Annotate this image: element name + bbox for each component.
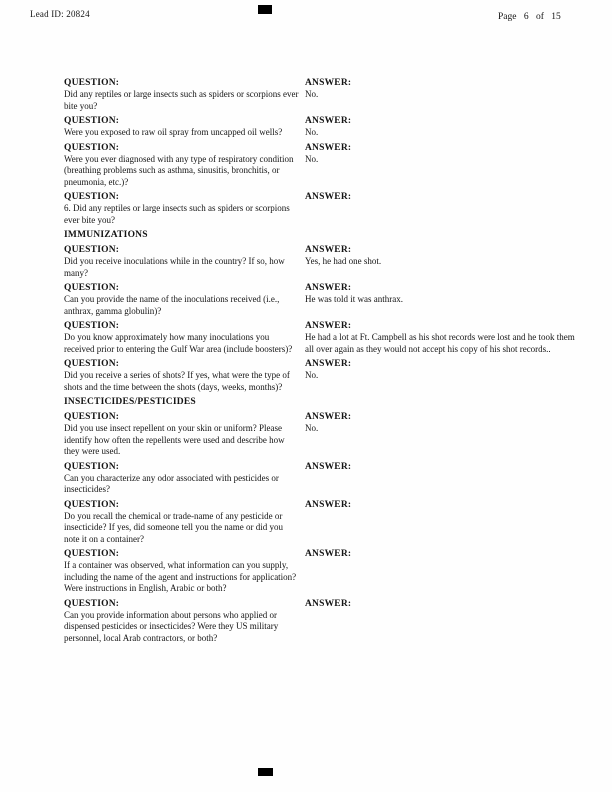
question-text: Can you characterize any odor associated with pesticides or insecticides? <box>64 472 279 494</box>
answer-label: ANSWER: <box>305 499 352 510</box>
qa-pair <box>64 499 585 546</box>
answer-text: No. <box>305 423 319 433</box>
qa-pair <box>64 598 585 645</box>
question-column <box>64 598 305 645</box>
question-column <box>64 77 305 112</box>
answer-label: ANSWER: <box>305 412 352 422</box>
section-header: INSECTICIDES/PESTICIDES <box>64 397 196 407</box>
question-column <box>64 411 305 458</box>
question-text: Can you provide the name of the inoculations received (i.e., anthrax, gamma globulin)? <box>64 294 280 316</box>
answer-text: Yes, he had one shot. <box>305 256 382 266</box>
question-text: Did any reptiles or large insects such as spiders or scorpions ever bite you? <box>64 89 299 111</box>
answer-text <box>305 610 585 611</box>
answer-text: No. <box>305 153 319 164</box>
answer-label: ANSWER: <box>305 549 352 559</box>
question-column <box>64 191 305 226</box>
answer-text: No. <box>305 370 319 380</box>
answer-column <box>305 142 585 189</box>
question-column <box>64 548 305 595</box>
section-header: IMMUNIZATIONS <box>64 230 148 240</box>
answer-column <box>305 115 585 139</box>
question-text: Were you exposed to raw oil spray from uncapped oil wells? <box>64 127 283 137</box>
question-label: QUESTION: <box>64 283 120 293</box>
question-text: Can you provide information about persons who applied or dispensed pesticides or insecticides? Were they US military personnel, local Arab contractors, or both? <box>64 609 279 643</box>
qa-pair <box>64 461 585 496</box>
question-label: QUESTION: <box>64 116 120 126</box>
answer-column <box>305 191 585 226</box>
answer-column <box>305 461 585 496</box>
question-text: 6. Did any reptiles or large insects such as spiders or scorpions ever bite you? <box>64 203 290 225</box>
question-label: QUESTION: <box>64 598 120 609</box>
answer-label: ANSWER: <box>305 321 352 331</box>
answer-label: ANSWER: <box>305 116 352 126</box>
question-column <box>64 244 305 279</box>
qa-pair <box>64 77 585 112</box>
qa-sections <box>64 77 585 647</box>
redaction-mark-top <box>258 5 272 14</box>
qa-pair <box>64 191 585 226</box>
answer-text: No. <box>305 127 319 137</box>
qa-pair <box>64 142 585 189</box>
answer-label: ANSWER: <box>305 598 352 609</box>
question-text: Were you ever diagnosed with any type of respiratory condition (breathing problems such as asthma, sinusitis, bronchitis, or pneumonia, etc.)? <box>64 153 294 187</box>
answer-text: He was told it was anthrax. <box>305 294 403 304</box>
answer-label: ANSWER: <box>305 461 352 472</box>
question-label: QUESTION: <box>64 142 120 153</box>
answer-column <box>305 411 585 458</box>
page-number: Page 6 of 15 <box>498 12 561 22</box>
qa-pair <box>64 115 585 139</box>
question-label: QUESTION: <box>64 321 120 331</box>
question-column <box>64 320 305 355</box>
question-text: Did you receive inoculations while in the country? If so, how many? <box>64 256 285 278</box>
answer-column <box>305 499 585 546</box>
lead-id: Lead ID: 20824 <box>30 9 90 19</box>
question-label: QUESTION: <box>64 412 120 422</box>
question-label: QUESTION: <box>64 461 120 472</box>
question-label: QUESTION: <box>64 192 120 202</box>
answer-column <box>305 282 585 317</box>
answer-column <box>305 320 585 355</box>
question-column <box>64 115 305 139</box>
question-label: QUESTION: <box>64 245 120 255</box>
answer-text: No. <box>305 89 319 99</box>
qa-pair <box>64 320 585 355</box>
answer-column <box>305 244 585 279</box>
question-label: QUESTION: <box>64 549 120 559</box>
answer-column <box>305 548 585 595</box>
qa-pair <box>64 244 585 279</box>
answer-label: ANSWER: <box>305 192 352 202</box>
answer-label: ANSWER: <box>305 283 352 293</box>
question-column <box>64 358 305 393</box>
question-column <box>64 142 305 189</box>
answer-text <box>305 511 585 512</box>
answer-label: ANSWER: <box>305 142 352 153</box>
answer-label: ANSWER: <box>305 245 352 255</box>
answer-column <box>305 598 585 645</box>
answer-label: ANSWER: <box>305 359 352 369</box>
qa-pair <box>64 548 585 595</box>
question-label: QUESTION: <box>64 499 120 510</box>
answer-text: He had a lot at Ft. Campbell as his shot records were lost and he took them all over again as they would not accept his copy of his shot records.. <box>305 332 575 354</box>
question-column <box>64 282 305 317</box>
question-label: QUESTION: <box>64 78 120 88</box>
answer-text <box>305 473 585 474</box>
question-text: Do you recall the chemical or trade-name of any pesticide or insecticide? If yes, did someone tell you the name or did you note it on a container? <box>64 510 283 544</box>
qa-pair <box>64 411 585 458</box>
question-text: Do you know approximately how many inoculations you received prior to entering the Gulf War area (include boosters)? <box>64 332 293 354</box>
question-text: Did you use insect repellent on your skin or uniform? Please identify how often the repellents were used and describe how they were used. <box>64 423 285 456</box>
question-column <box>64 461 305 496</box>
qa-pair <box>64 282 585 317</box>
question-text: If a container was observed, what information can you supply, including the name of the agent and instructions for application? Were instructions in English, Arabic or both? <box>64 560 297 593</box>
answer-text <box>305 203 585 204</box>
qa-pair <box>64 358 585 393</box>
answer-text <box>305 560 585 561</box>
answer-column <box>305 358 585 393</box>
question-text: Did you receive a series of shots? If yes, what were the type of shots and the time between the shots (days, weeks, months)? <box>64 370 290 392</box>
question-column <box>64 499 305 546</box>
redaction-mark-bottom <box>258 768 273 776</box>
answer-label: ANSWER: <box>305 78 352 88</box>
question-label: QUESTION: <box>64 359 120 369</box>
answer-column <box>305 77 585 112</box>
